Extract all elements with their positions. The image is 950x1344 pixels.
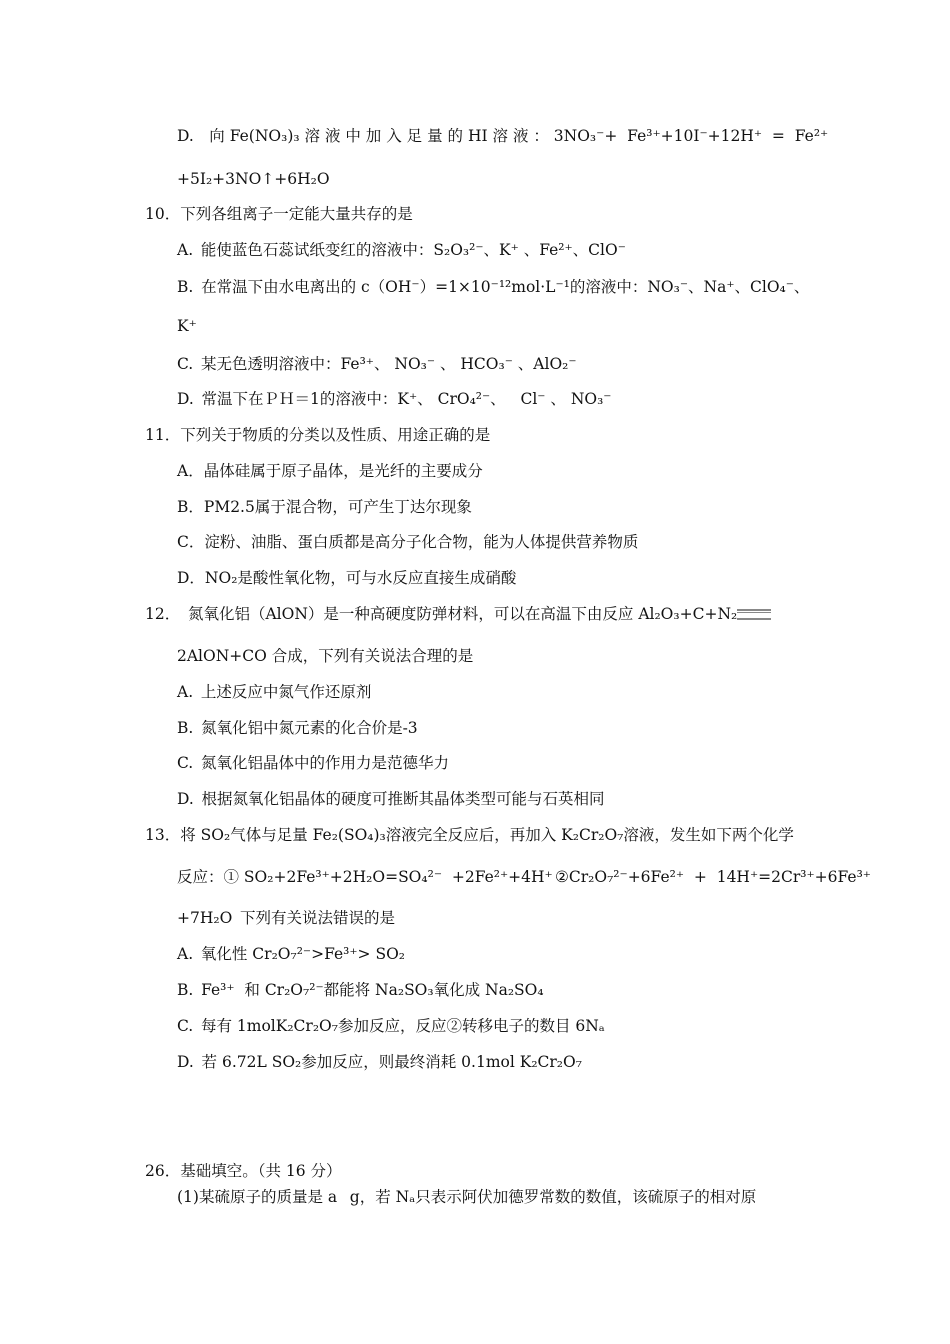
q13-option-c: C. 每有 1molK₂Cr₂O₇参加反应，反应②转移电子的数目 6Nₐ <box>177 1017 605 1035</box>
q12-stem-line1 <box>145 604 771 624</box>
q13-option-d: D. 若 6.72L SO₂参加反应，则最终消耗 0.1mol K₂Cr₂O₇ <box>177 1053 582 1071</box>
q12-stem-line2: 2AlON+CO 合成，下列有关说法合理的是 <box>177 647 474 665</box>
q26-part1: (1)某硫原子的质量是 a g，若 Nₐ只表示阿伏加德罗常数的数值，该硫原子的相对原 <box>177 1188 757 1206</box>
q12-stem-text: 12． 氮氧化铝（AlON）是一种高硬度防弹材料，可以在高温下由反应 Al₂O₃+C+N₂ <box>145 605 738 623</box>
q11-option-c: C．淀粉、油脂、蛋白质都是高分子化合物，能为人体提供营养物质 <box>177 533 639 551</box>
q12-option-d: D. 根据氮氧化铝晶体的硬度可推断其晶体类型可能与石英相同 <box>177 790 605 808</box>
q9-option-d-line1: D. 向 Fe(NO₃)₃ 溶 液 中 加 入 足 量 的 HI 溶 液 ： 3NO₃⁻+ Fe³⁺+10I⁻+12H⁺ = Fe²⁺ <box>177 127 829 145</box>
q13-option-b: B. Fe³⁺ 和 Cr₂O₇²⁻都能将 Na₂SO₃氧化成 Na₂SO₄ <box>177 981 544 999</box>
q11-option-d: D．NO₂是酸性氧化物，可与水反应直接生成硝酸 <box>177 569 517 587</box>
q13-stem-line3: +7H₂O 下列有关说法错误的是 <box>177 909 396 927</box>
reaction-equals-sign <box>737 609 771 620</box>
q13-reaction-2: ②Cr₂O₇²⁻+6Fe²⁺ + 14H⁺=2Cr³⁺+6Fe³⁺ <box>555 868 871 886</box>
q13-reaction-1: 反应：① SO₂+2Fe³⁺+2H₂O=SO₄²⁻ +2Fe²⁺+4H⁺ <box>177 868 553 886</box>
q13-stem-line1: 13．将 SO₂气体与足量 Fe₂(SO₄)₃溶液完全反应后，再加入 K₂Cr₂O₇溶液，发生如下两个化学 <box>145 826 794 844</box>
q9-option-d-line2: +5I₂+3NO↑+6H₂O <box>177 170 330 188</box>
q10-option-b-line2: K⁺ <box>177 317 197 335</box>
q13-option-a: A. 氧化性 Cr₂O₇²⁻>Fe³⁺> SO₂ <box>177 945 406 963</box>
q11-option-a: A．晶体硅属于原子晶体，是光纤的主要成分 <box>177 462 483 480</box>
q26-stem: 26．基础填空。（共 16 分） <box>145 1162 342 1180</box>
q10-stem: 10．下列各组离子一定能大量共存的是 <box>145 205 413 223</box>
q10-option-c: C. 某无色透明溶液中：Fe³⁺、 NO₃⁻ 、 HCO₃⁻ 、AlO₂⁻ <box>177 355 577 373</box>
q10-option-a: A. 能使蓝色石蕊试纸变红的溶液中：S₂O₃²⁻、K⁺ 、Fe²⁺、ClO⁻ <box>177 241 626 259</box>
q10-option-d: D. 常温下在ＰＨ＝1的溶液中：K⁺、 CrO₄²⁻、 Cl⁻ 、 NO₃⁻ <box>177 390 612 408</box>
q12-option-b: B. 氮氧化铝中氮元素的化合价是-3 <box>177 719 418 737</box>
q12-option-a: A. 上述反应中氮气作还原剂 <box>177 683 372 701</box>
q12-option-c: C. 氮氧化铝晶体中的作用力是范德华力 <box>177 754 449 772</box>
q11-stem: 11．下列关于物质的分类以及性质、用途正确的是 <box>145 426 491 444</box>
q10-option-b-line1: B. 在常温下由水电离出的 c（OH⁻）=1×10⁻¹²mol·L⁻¹的溶液中：NO₃⁻、Na⁺、ClO₄⁻、 <box>177 278 810 296</box>
q11-option-b: B．PM2.5属于混合物，可产生丁达尔现象 <box>177 498 472 516</box>
